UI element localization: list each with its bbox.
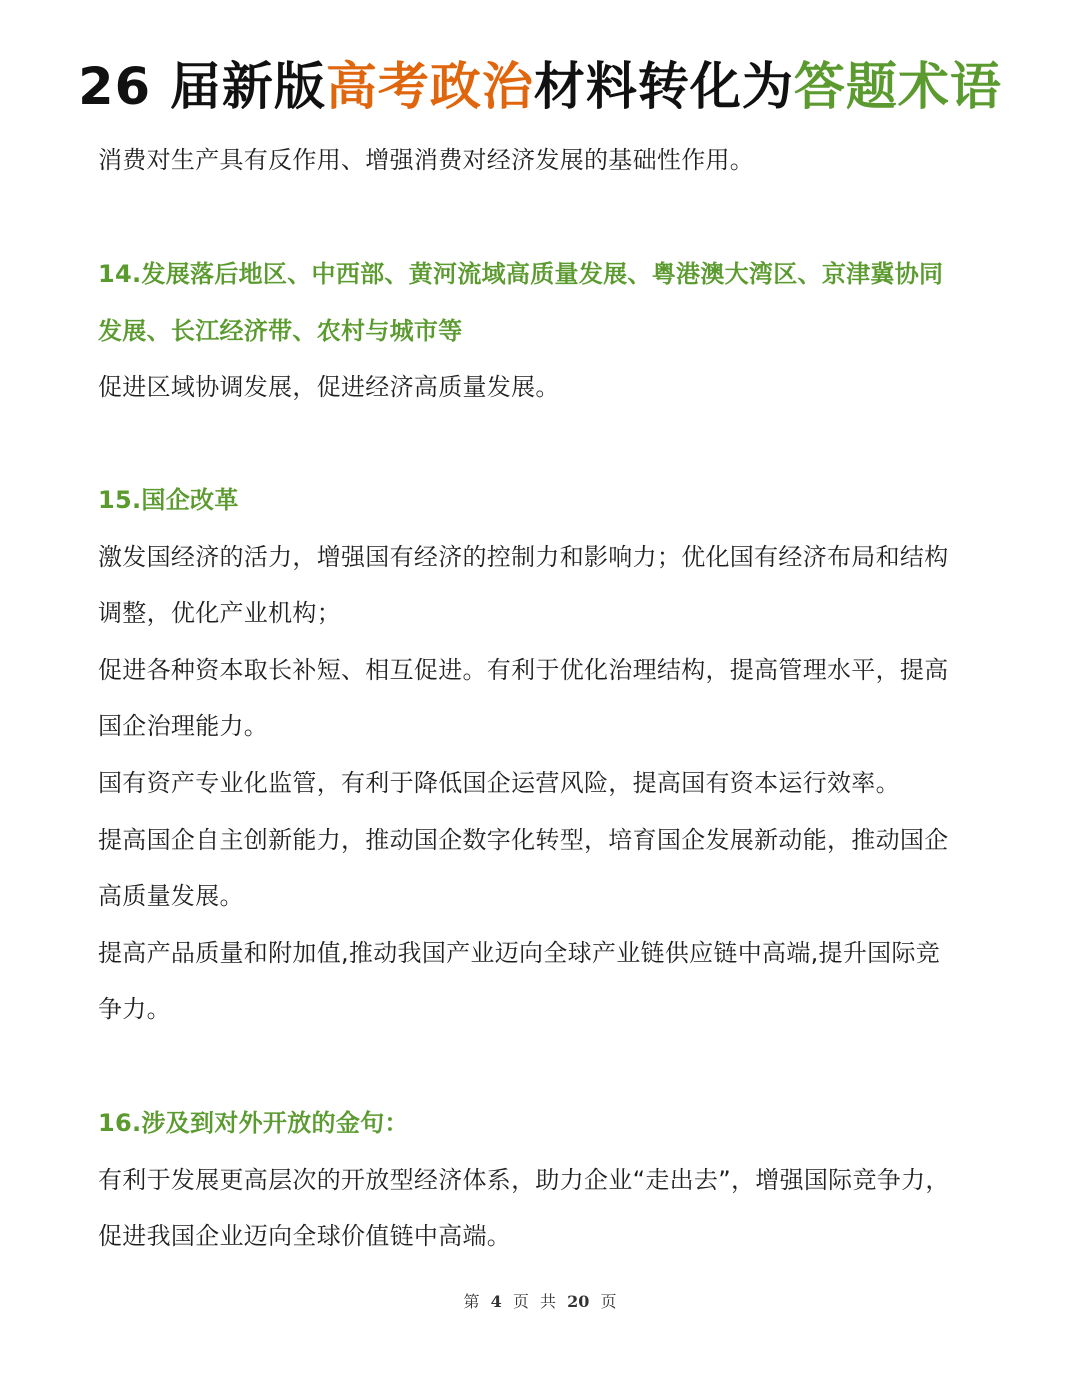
footer-page-suffix: 页	[600, 1292, 617, 1311]
title-prefix: 26 届新版	[78, 58, 326, 117]
section-14-body-line-1: 促进区域协调发展，促进经济高质量发展。	[98, 373, 560, 401]
title-middle: 材料转化为	[533, 58, 794, 117]
footer-page-prefix: 第	[463, 1292, 480, 1311]
section-14-heading-line-2: 发展、长江经济带、农村与城市等	[98, 317, 463, 345]
section-14-heading-line-1: 14.发展落后地区、中西部、黄河流域高质量发展、粤港澳大湾区、京津冀协同	[98, 260, 944, 288]
intro-paragraph: 消费对生产具有反作用、增强消费对经济发展的基础性作用。	[98, 146, 755, 174]
section-15-body-line-2: 调整，优化产业机构；	[98, 599, 341, 627]
section-15-body-line-1: 激发国经济的活力，增强国有经济的控制力和影响力；优化国有经济布局和结构	[98, 543, 949, 571]
section-16-body-line-2: 促进我国企业迈向全球价值链中高端。	[98, 1222, 512, 1250]
section-15-body-line-7: 高质量发展。	[98, 882, 244, 910]
page-number-footer	[0, 1290, 1080, 1314]
section-15-body-line-8: 提高产品质量和附加值,推动我国产业迈向全球产业链供应链中高端,提升国际竞	[98, 939, 941, 967]
section-15-body-line-3: 促进各种资本取长补短、相互促进。有利于优化治理结构，提高管理水平，提高	[98, 656, 949, 684]
section-15-body-line-6: 提高国企自主创新能力，推动国企数字化转型，培育国企发展新动能，推动国企	[98, 826, 949, 854]
section-15-body-line-4: 国企治理能力。	[98, 712, 269, 740]
section-15-body-line-5: 国有资产专业化监管，有利于降低国企运营风险，提高国有资本运行效率。	[98, 769, 900, 797]
page-title	[0, 48, 1080, 128]
footer-current-page: 4	[490, 1292, 502, 1311]
section-15-body-line-9: 争力。	[98, 995, 171, 1023]
section-16-body-line-1: 有利于发展更高层次的开放型经济体系，助力企业“走出去”，增强国际竞争力，	[98, 1166, 950, 1194]
section-15-heading: 15.国企改革	[98, 486, 239, 514]
title-highlight-green: 答题术语	[793, 58, 1002, 117]
footer-total-pages: 20	[567, 1292, 590, 1311]
footer-page-mid: 页 共	[512, 1292, 556, 1311]
title-highlight-orange: 高考政治	[325, 58, 534, 117]
section-16-heading: 16.涉及到对外开放的金句：	[98, 1109, 409, 1137]
